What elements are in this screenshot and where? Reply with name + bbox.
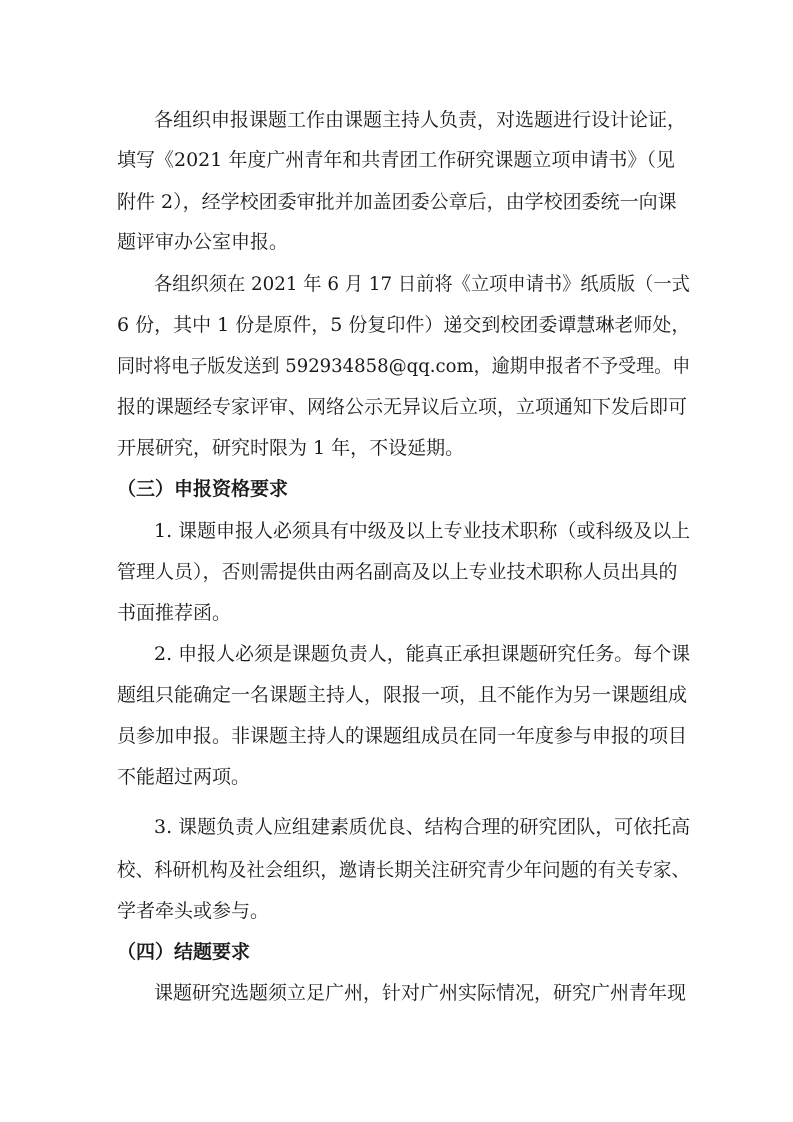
item-1-line-1: 1. 课题申报人必须具有中级及以上专业技术职称（或科级及以上 (154, 520, 691, 542)
paragraph-1-line-2: 填写《2021 年度广州青年和共青团工作研究课题立项申请书》（见 (117, 149, 675, 171)
paragraph-2-line-3: 同时将电子版发送到 592934858@qq.com，逾期申报者不予受理。申 (117, 355, 691, 377)
paragraph-last-line-1: 课题研究选题须立足广州，针对广州实际情况，研究广州青年现 (154, 982, 687, 1004)
item-1-line-3: 书面推荐函。 (117, 602, 232, 624)
item-2-line-1: 2. 申报人必须是课题负责人，能真正承担课题研究任务。每个课 (154, 643, 691, 665)
paragraph-2-line-5: 开展研究，研究时限为 1 年，不设延期。 (117, 437, 465, 459)
item-2-line-2: 题组只能确定一名课题主持人，限报一项，且不能作为另一课题组成 (117, 684, 688, 706)
section-heading-3: （三）申报资格要求 (117, 478, 289, 500)
item-3-line-1: 3. 课题负责人应组建素质优良、结构合理的研究团队，可依托高 (154, 816, 691, 838)
item-2-line-4: 不能超过两项。 (117, 766, 251, 788)
paragraph-1-line-1: 各组织申报课题工作由课题主持人负责，对选题进行设计论证， (154, 109, 687, 131)
paragraph-1-line-3: 附件 2），经学校团委审批并加盖团委公章后，由学校团委统一向课 (117, 191, 677, 213)
paragraph-2-line-2: 6 份，其中 1 份是原件，5 份复印件）递交到校团委谭慧琳老师处， (117, 314, 691, 336)
section-heading-4: （四）结题要求 (117, 941, 251, 963)
paragraph-2-line-1: 各组织须在 2021 年 6 月 17 日前将《立项申请书》纸质版（一式 (154, 273, 690, 295)
paragraph-2-line-4: 报的课题经专家评审、网络公示无异议后立项，立项通知下发后即可 (117, 396, 688, 418)
item-2-line-3: 员参加申报。非课题主持人的课题组成员在同一年度参与申报的项目 (117, 725, 688, 747)
item-1-line-2: 管理人员），否则需提供由两名副高及以上专业技术职称人员出具的 (117, 561, 678, 583)
item-3-line-2: 校、科研机构及社会组织，邀请长期关注研究青少年问题的有关专家、 (117, 859, 690, 881)
paragraph-1-line-4: 题评审办公室申报。 (117, 231, 289, 253)
item-3-line-3: 学者牵头或参与。 (117, 900, 270, 922)
